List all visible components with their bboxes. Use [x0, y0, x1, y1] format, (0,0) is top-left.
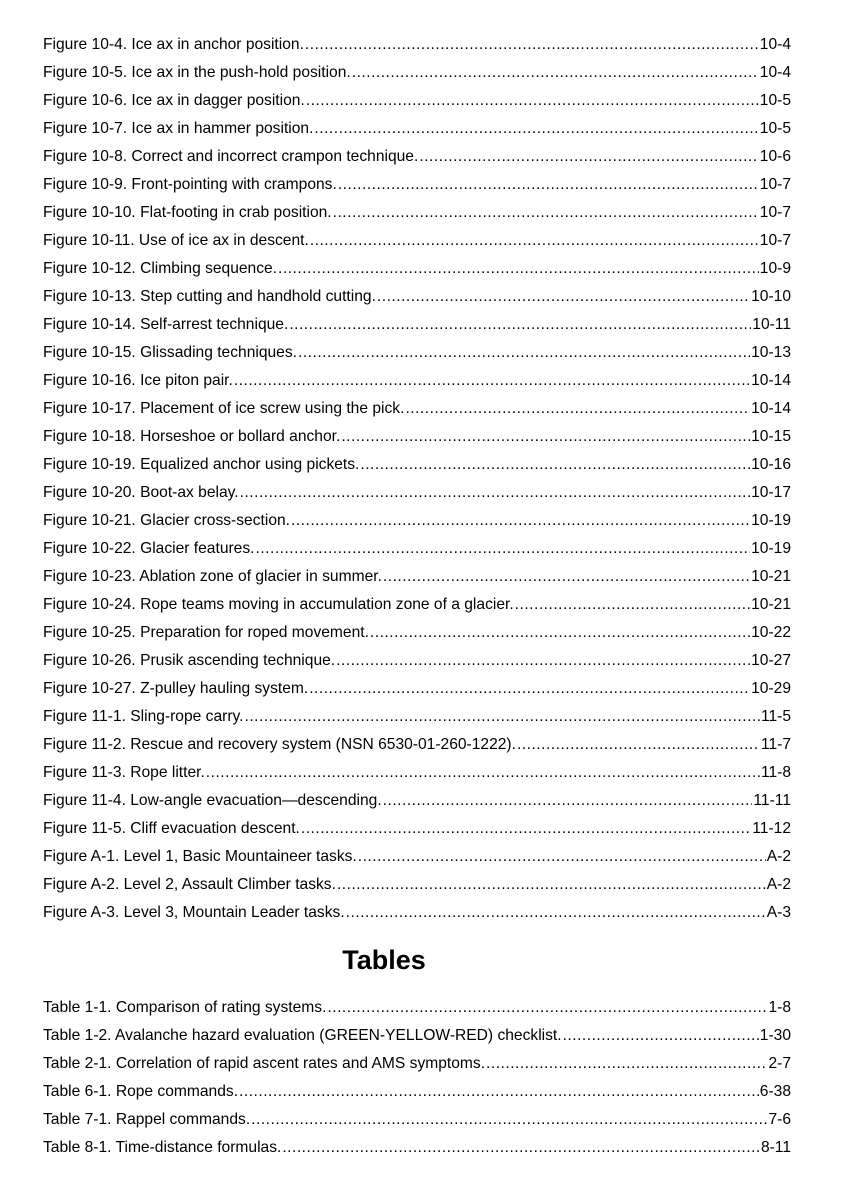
entry-title: Table 1-1. Comparison of rating systems. — [43, 999, 327, 1016]
entry-page-number: 10-7 — [759, 232, 791, 249]
dot-leader — [360, 451, 750, 479]
dot-leader — [278, 255, 759, 283]
entry-page-number: 10-6 — [759, 148, 791, 165]
entry-title: Figure 10-17. Placement of ice screw using the pick. — [43, 400, 405, 417]
figure-entry — [43, 143, 791, 171]
dot-leader — [377, 283, 750, 311]
entry-title: Figure 10-27. Z-pulley hauling system. — [43, 680, 309, 697]
figure-entry — [43, 591, 791, 619]
figure-entry — [43, 787, 791, 815]
entry-page-number: 10-15 — [751, 428, 791, 445]
entry-page-number: 10-16 — [751, 456, 791, 473]
entry-title: Table 1-2. Avalanche hazard evaluation (GREEN-YELLOW-RED) checklist. — [43, 1027, 562, 1044]
table-entry — [43, 1022, 791, 1050]
dot-leader — [234, 367, 750, 395]
entry-page-number: 10-11 — [752, 316, 791, 333]
entry-title: Figure 10-10. Flat-footing in crab position. — [43, 204, 332, 221]
entry-title: Figure 10-18. Horseshoe or bollard anchor. — [43, 428, 341, 445]
figure-entry — [43, 535, 791, 563]
figures-list — [43, 31, 791, 927]
dot-leader — [333, 199, 759, 227]
figure-entry — [43, 115, 791, 143]
figure-entry — [43, 899, 791, 927]
dot-leader — [337, 871, 766, 899]
dot-leader — [291, 507, 750, 535]
dot-leader — [239, 1078, 759, 1106]
dot-leader — [240, 479, 751, 507]
figure-entry — [43, 731, 791, 759]
entry-page-number: 10-21 — [751, 568, 791, 585]
dot-leader — [419, 143, 758, 171]
entry-title: Figure A-1. Level 1, Basic Mountaineer tasks. — [43, 848, 357, 865]
entry-title: Figure 10-9. Front-pointing with crampons. — [43, 176, 337, 193]
dot-leader — [305, 31, 759, 59]
dot-leader — [370, 619, 750, 647]
entry-title: Figure 10-24. Rope teams moving in accumulation zone of a glacier. — [43, 596, 514, 613]
entry-page-number: 10-14 — [751, 400, 791, 417]
figure-entry — [43, 395, 791, 423]
figure-entry — [43, 451, 791, 479]
dot-leader — [245, 703, 760, 731]
dot-leader — [327, 994, 767, 1022]
dot-leader — [306, 87, 759, 115]
dot-leader — [405, 395, 750, 423]
entry-page-number: 10-7 — [759, 176, 791, 193]
entry-page-number: 10-17 — [751, 484, 791, 501]
dot-leader — [251, 1106, 767, 1134]
entry-title: Table 8-1. Time-distance formulas. — [43, 1139, 282, 1156]
dot-leader — [301, 815, 751, 843]
entry-title: Figure 10-21. Glacier cross-section. — [43, 512, 290, 529]
entry-title: Figure 11-3. Rope litter. — [43, 764, 205, 781]
entry-page-number: 10-10 — [751, 288, 791, 305]
dot-leader — [346, 899, 766, 927]
entry-title: Figure 10-4. Ice ax in anchor position. — [43, 36, 304, 53]
figure-entry — [43, 843, 791, 871]
entry-page-number: 11-11 — [753, 792, 791, 809]
figure-entry — [43, 479, 791, 507]
tables-list — [43, 994, 791, 1162]
dot-leader — [206, 759, 760, 787]
figure-entry — [43, 871, 791, 899]
entry-page-number: A-2 — [766, 876, 791, 893]
figure-entry — [43, 619, 791, 647]
entry-title: Figure 11-2. Rescue and recovery system (NSN 6530-01-260-1222). — [43, 736, 516, 753]
entry-page-number: 10-4 — [759, 64, 791, 81]
entry-page-number: 8-11 — [760, 1139, 791, 1156]
entry-page-number: 10-5 — [759, 120, 791, 137]
table-entry — [43, 1106, 791, 1134]
dot-leader — [517, 731, 760, 759]
entry-page-number: 1-8 — [768, 999, 791, 1016]
dot-leader — [255, 535, 750, 563]
entry-title: Figure 11-4. Low-angle evacuation—descending. — [43, 792, 382, 809]
entry-page-number: 11-5 — [760, 708, 791, 725]
table-entry — [43, 1134, 791, 1162]
entry-page-number: 7-6 — [768, 1111, 791, 1128]
entry-page-number: 10-9 — [759, 260, 791, 277]
entry-page-number: 2-7 — [768, 1055, 791, 1072]
entry-title: Table 7-1. Rappel commands. — [43, 1111, 251, 1128]
entry-page-number: 10-4 — [759, 36, 791, 53]
figure-entry — [43, 255, 791, 283]
entry-page-number: 10-22 — [751, 624, 791, 641]
figure-entry — [43, 367, 791, 395]
entry-title: Figure 10-7. Ice ax in hammer position. — [43, 120, 314, 137]
entry-title: Figure 10-19. Equalized anchor using pickets. — [43, 456, 360, 473]
table-entry — [43, 994, 791, 1022]
dot-leader — [314, 115, 758, 143]
entry-title: Figure 10-20. Boot-ax belay. — [43, 484, 239, 501]
dot-leader — [515, 591, 750, 619]
dot-leader — [336, 647, 750, 675]
entry-title: Figure 10-11. Use of ice ax in descent. — [43, 232, 309, 249]
dot-leader — [358, 843, 766, 871]
dot-leader — [486, 1050, 767, 1078]
figure-entry — [43, 647, 791, 675]
dot-leader — [338, 171, 759, 199]
entry-title: Figure A-2. Level 2, Assault Climber tasks. — [43, 876, 336, 893]
entry-page-number: 10-19 — [751, 512, 791, 529]
entry-title: Figure A-3. Level 3, Mountain Leader tasks. — [43, 904, 345, 921]
entry-page-number: 10-14 — [751, 372, 791, 389]
dot-leader — [310, 227, 759, 255]
figure-entry — [43, 339, 791, 367]
entry-title: Figure 10-26. Prusik ascending technique. — [43, 652, 336, 669]
entry-page-number: 10-21 — [751, 596, 791, 613]
entry-title: Table 6-1. Rope commands. — [43, 1083, 239, 1100]
entry-title: Figure 10-16. Ice piton pair. — [43, 372, 233, 389]
dot-leader — [282, 1134, 760, 1162]
figure-entry — [43, 31, 791, 59]
entry-page-number: 10-5 — [759, 92, 791, 109]
entry-page-number: 1-30 — [759, 1027, 791, 1044]
table-entry — [43, 1078, 791, 1106]
figure-entry — [43, 171, 791, 199]
entry-title: Figure 11-1. Sling-rope carry. — [43, 708, 244, 725]
entry-title: Table 2-1. Correlation of rapid ascent rates and AMS symptoms. — [43, 1055, 486, 1072]
dot-leader — [383, 563, 750, 591]
entry-title: Figure 10-14. Self-arrest technique. — [43, 316, 289, 333]
dot-leader — [298, 339, 750, 367]
entry-page-number: A-3 — [766, 904, 791, 921]
figure-entry — [43, 507, 791, 535]
entry-page-number: 10-7 — [759, 204, 791, 221]
entry-title: Figure 10-23. Ablation zone of glacier in summer. — [43, 568, 382, 585]
dot-leader — [383, 787, 753, 815]
figure-entry — [43, 87, 791, 115]
figure-entry — [43, 563, 791, 591]
figure-entry — [43, 59, 791, 87]
entry-page-number: 10-13 — [751, 344, 791, 361]
figure-entry — [43, 759, 791, 787]
entry-title: Figure 10-6. Ice ax in dagger position. — [43, 92, 305, 109]
entry-page-number: 11-8 — [760, 764, 791, 781]
figure-entry — [43, 283, 791, 311]
entry-title: Figure 10-8. Correct and incorrect crampon technique. — [43, 148, 419, 165]
entry-title: Figure 10-13. Step cutting and handhold cutting. — [43, 288, 376, 305]
table-entry — [43, 1050, 791, 1078]
figure-entry — [43, 227, 791, 255]
entry-title: Figure 10-5. Ice ax in the push-hold position. — [43, 64, 351, 81]
entry-title: Figure 10-25. Preparation for roped movement. — [43, 624, 369, 641]
entry-page-number: 10-19 — [751, 540, 791, 557]
tables-heading: Tables — [342, 945, 426, 975]
entry-page-number: 11-12 — [752, 820, 791, 837]
entry-page-number: 11-7 — [760, 736, 791, 753]
dot-leader — [289, 311, 751, 339]
entry-page-number: 6-38 — [759, 1083, 791, 1100]
entry-title: Figure 11-5. Cliff evacuation descent. — [43, 820, 300, 837]
figure-entry — [43, 199, 791, 227]
dot-leader — [309, 675, 750, 703]
figure-entry — [43, 703, 791, 731]
entry-page-number: A-2 — [766, 848, 791, 865]
dot-leader — [563, 1022, 759, 1050]
figure-entry — [43, 675, 791, 703]
figure-entry — [43, 311, 791, 339]
figure-entry — [43, 815, 791, 843]
entry-page-number: 10-27 — [751, 652, 791, 669]
dot-leader — [352, 59, 759, 87]
dot-leader — [341, 423, 750, 451]
figure-entry — [43, 423, 791, 451]
entry-title: Figure 10-15. Glissading techniques. — [43, 344, 297, 361]
entry-title: Figure 10-12. Climbing sequence. — [43, 260, 278, 277]
entry-title: Figure 10-22. Glacier features. — [43, 540, 255, 557]
entry-page-number: 10-29 — [751, 680, 791, 697]
